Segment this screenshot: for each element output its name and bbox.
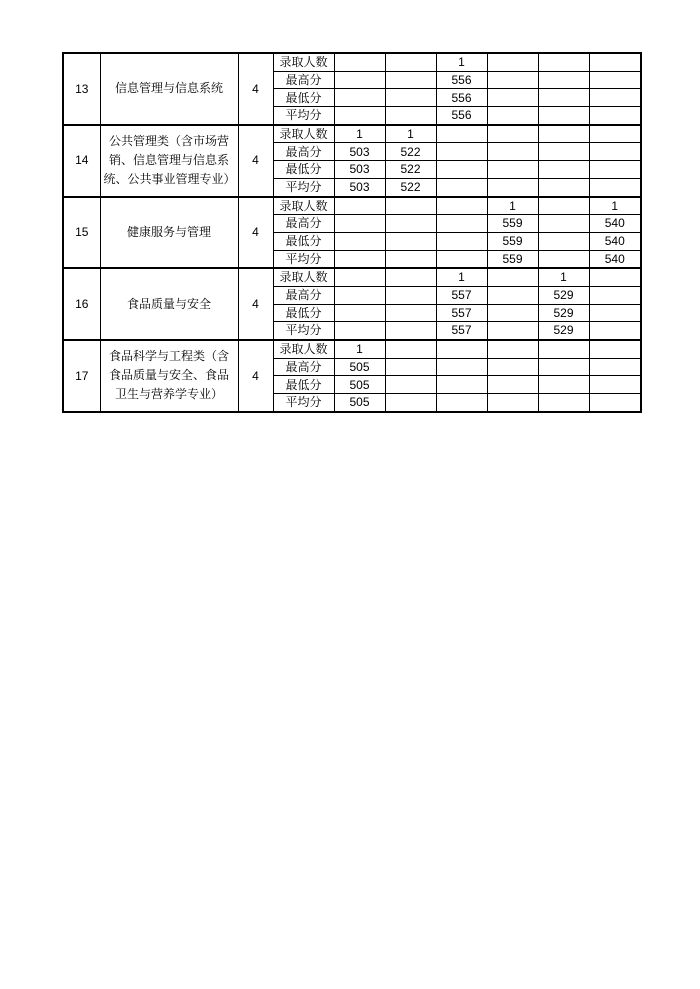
- stat-value-cell: 1: [385, 125, 436, 143]
- stat-value-cell: [385, 232, 436, 250]
- stat-value-cell: [538, 232, 589, 250]
- stat-value-cell: [334, 197, 385, 215]
- stat-value-cell: 557: [436, 304, 487, 322]
- stat-value-cell: 559: [487, 232, 538, 250]
- stat-value-cell: [385, 197, 436, 215]
- stat-value-cell: [538, 53, 589, 71]
- stat-value-cell: [436, 215, 487, 233]
- stat-value-cell: [538, 125, 589, 143]
- stat-value-cell: [589, 358, 641, 376]
- stat-value-cell: [487, 358, 538, 376]
- stat-value-cell: [487, 107, 538, 125]
- stat-value-cell: [487, 376, 538, 394]
- stat-label-cell: 录取人数: [273, 53, 334, 71]
- stat-label-cell: 最低分: [273, 376, 334, 394]
- stat-value-cell: 529: [538, 304, 589, 322]
- stat-value-cell: [487, 178, 538, 196]
- stat-value-cell: 1: [436, 268, 487, 286]
- stat-label-cell: 最高分: [273, 215, 334, 233]
- stat-value-cell: 540: [589, 215, 641, 233]
- stat-label-cell: 录取人数: [273, 268, 334, 286]
- stat-value-cell: [589, 161, 641, 179]
- stat-value-cell: [385, 394, 436, 412]
- major-name-cell: 公共管理类（含市场营销、信息管理与信息系统、公共事业管理专业）: [100, 125, 238, 197]
- stat-value-cell: [436, 250, 487, 268]
- stat-value-cell: 505: [334, 358, 385, 376]
- stat-value-cell: [589, 340, 641, 358]
- stat-value-cell: [385, 268, 436, 286]
- stat-value-cell: [487, 340, 538, 358]
- stat-label-cell: 最低分: [273, 89, 334, 107]
- table-row: [63, 268, 641, 286]
- stat-value-cell: [538, 197, 589, 215]
- stat-value-cell: [538, 178, 589, 196]
- stat-value-cell: [436, 376, 487, 394]
- stat-value-cell: 503: [334, 161, 385, 179]
- stat-value-cell: [487, 143, 538, 161]
- stat-value-cell: 559: [487, 215, 538, 233]
- major-name-cell: 健康服务与管理: [100, 197, 238, 269]
- stat-value-cell: 556: [436, 71, 487, 89]
- stat-value-cell: [538, 340, 589, 358]
- stat-value-cell: 1: [589, 197, 641, 215]
- stat-value-cell: 1: [538, 268, 589, 286]
- row-number-cell: 16: [63, 268, 100, 340]
- stat-value-cell: [487, 322, 538, 340]
- stat-value-cell: [334, 215, 385, 233]
- stat-value-cell: 522: [385, 178, 436, 196]
- stat-value-cell: [538, 215, 589, 233]
- stat-value-cell: [385, 215, 436, 233]
- stat-value-cell: [487, 394, 538, 412]
- stat-value-cell: 522: [385, 143, 436, 161]
- stat-value-cell: [538, 250, 589, 268]
- stat-value-cell: [436, 232, 487, 250]
- stat-label-cell: 最低分: [273, 161, 334, 179]
- stat-value-cell: [538, 161, 589, 179]
- stat-value-cell: [589, 125, 641, 143]
- stat-label-cell: 最低分: [273, 304, 334, 322]
- stat-value-cell: [334, 71, 385, 89]
- stat-label-cell: 最高分: [273, 143, 334, 161]
- stat-label-cell: 平均分: [273, 250, 334, 268]
- stat-label-cell: 平均分: [273, 322, 334, 340]
- stat-value-cell: [487, 286, 538, 304]
- stat-value-cell: [385, 53, 436, 71]
- stat-value-cell: [334, 304, 385, 322]
- stat-value-cell: [334, 53, 385, 71]
- stat-value-cell: [538, 71, 589, 89]
- table-row: [63, 125, 641, 143]
- stat-value-cell: [334, 268, 385, 286]
- stat-value-cell: 556: [436, 89, 487, 107]
- stat-value-cell: 540: [589, 232, 641, 250]
- stat-label-cell: 平均分: [273, 178, 334, 196]
- stat-label-cell: 录取人数: [273, 125, 334, 143]
- major-name-cell: 信息管理与信息系统: [100, 53, 238, 125]
- years-cell: 4: [238, 197, 273, 269]
- stat-label-cell: 最低分: [273, 232, 334, 250]
- years-cell: 4: [238, 268, 273, 340]
- stat-value-cell: [334, 286, 385, 304]
- row-number-cell: 15: [63, 197, 100, 269]
- stat-value-cell: 556: [436, 107, 487, 125]
- stat-value-cell: [436, 143, 487, 161]
- stat-value-cell: [589, 286, 641, 304]
- stat-value-cell: [538, 89, 589, 107]
- stat-value-cell: [589, 178, 641, 196]
- years-cell: 4: [238, 125, 273, 197]
- table-row: [63, 340, 641, 358]
- stat-value-cell: [385, 340, 436, 358]
- stat-value-cell: [538, 376, 589, 394]
- stat-value-cell: [385, 322, 436, 340]
- stat-value-cell: [589, 304, 641, 322]
- stat-value-cell: [487, 53, 538, 71]
- stat-label-cell: 最高分: [273, 71, 334, 89]
- stat-label-cell: 平均分: [273, 394, 334, 412]
- stat-value-cell: [538, 143, 589, 161]
- years-cell: 4: [238, 53, 273, 125]
- stat-value-cell: [436, 340, 487, 358]
- stat-value-cell: [487, 268, 538, 286]
- stat-value-cell: [385, 89, 436, 107]
- stat-value-cell: [436, 161, 487, 179]
- years-cell: 4: [238, 340, 273, 412]
- stat-value-cell: 522: [385, 161, 436, 179]
- stat-value-cell: 505: [334, 394, 385, 412]
- stat-value-cell: 505: [334, 376, 385, 394]
- stat-value-cell: 1: [436, 53, 487, 71]
- stat-value-cell: [436, 178, 487, 196]
- stat-value-cell: [589, 394, 641, 412]
- stat-value-cell: [334, 250, 385, 268]
- table-row: [63, 53, 641, 71]
- stat-value-cell: [334, 107, 385, 125]
- stat-value-cell: [487, 89, 538, 107]
- stat-value-cell: 503: [334, 143, 385, 161]
- stat-value-cell: [385, 376, 436, 394]
- stat-value-cell: [334, 232, 385, 250]
- stat-value-cell: 559: [487, 250, 538, 268]
- stat-value-cell: [589, 376, 641, 394]
- stat-value-cell: [385, 358, 436, 376]
- row-number-cell: 14: [63, 125, 100, 197]
- stat-value-cell: 1: [334, 125, 385, 143]
- stat-label-cell: 最高分: [273, 358, 334, 376]
- stat-value-cell: [538, 358, 589, 376]
- stat-value-cell: [385, 250, 436, 268]
- stat-label-cell: 平均分: [273, 107, 334, 125]
- row-number-cell: 13: [63, 53, 100, 125]
- stat-value-cell: [589, 268, 641, 286]
- stat-value-cell: [334, 322, 385, 340]
- stat-value-cell: [436, 394, 487, 412]
- stat-label-cell: 录取人数: [273, 197, 334, 215]
- stat-value-cell: [385, 107, 436, 125]
- stat-value-cell: [385, 304, 436, 322]
- stat-value-cell: [538, 394, 589, 412]
- stat-label-cell: 录取人数: [273, 340, 334, 358]
- stat-value-cell: 529: [538, 322, 589, 340]
- stat-value-cell: [487, 161, 538, 179]
- stat-label-cell: 最高分: [273, 286, 334, 304]
- stat-value-cell: [589, 89, 641, 107]
- major-name-cell: 食品质量与安全: [100, 268, 238, 340]
- stat-value-cell: [334, 89, 385, 107]
- table-row: [63, 197, 641, 215]
- stat-value-cell: 557: [436, 286, 487, 304]
- stat-value-cell: 1: [487, 197, 538, 215]
- stat-value-cell: 557: [436, 322, 487, 340]
- stat-value-cell: 540: [589, 250, 641, 268]
- stat-value-cell: [589, 53, 641, 71]
- stat-value-cell: 529: [538, 286, 589, 304]
- stat-value-cell: [436, 125, 487, 143]
- major-name-cell: 食品科学与工程类（含食品质量与安全、食品卫生与营养学专业）: [100, 340, 238, 412]
- stat-value-cell: [589, 71, 641, 89]
- stat-value-cell: [487, 71, 538, 89]
- stat-value-cell: [487, 125, 538, 143]
- stat-value-cell: [589, 322, 641, 340]
- stat-value-cell: [436, 197, 487, 215]
- stat-value-cell: [589, 107, 641, 125]
- stat-value-cell: 1: [334, 340, 385, 358]
- stat-value-cell: [385, 286, 436, 304]
- stat-value-cell: [436, 358, 487, 376]
- stat-value-cell: [385, 71, 436, 89]
- stat-value-cell: [538, 107, 589, 125]
- admission-scores-table: [62, 52, 642, 413]
- stat-value-cell: 503: [334, 178, 385, 196]
- stat-value-cell: [487, 304, 538, 322]
- stat-value-cell: [589, 143, 641, 161]
- row-number-cell: 17: [63, 340, 100, 412]
